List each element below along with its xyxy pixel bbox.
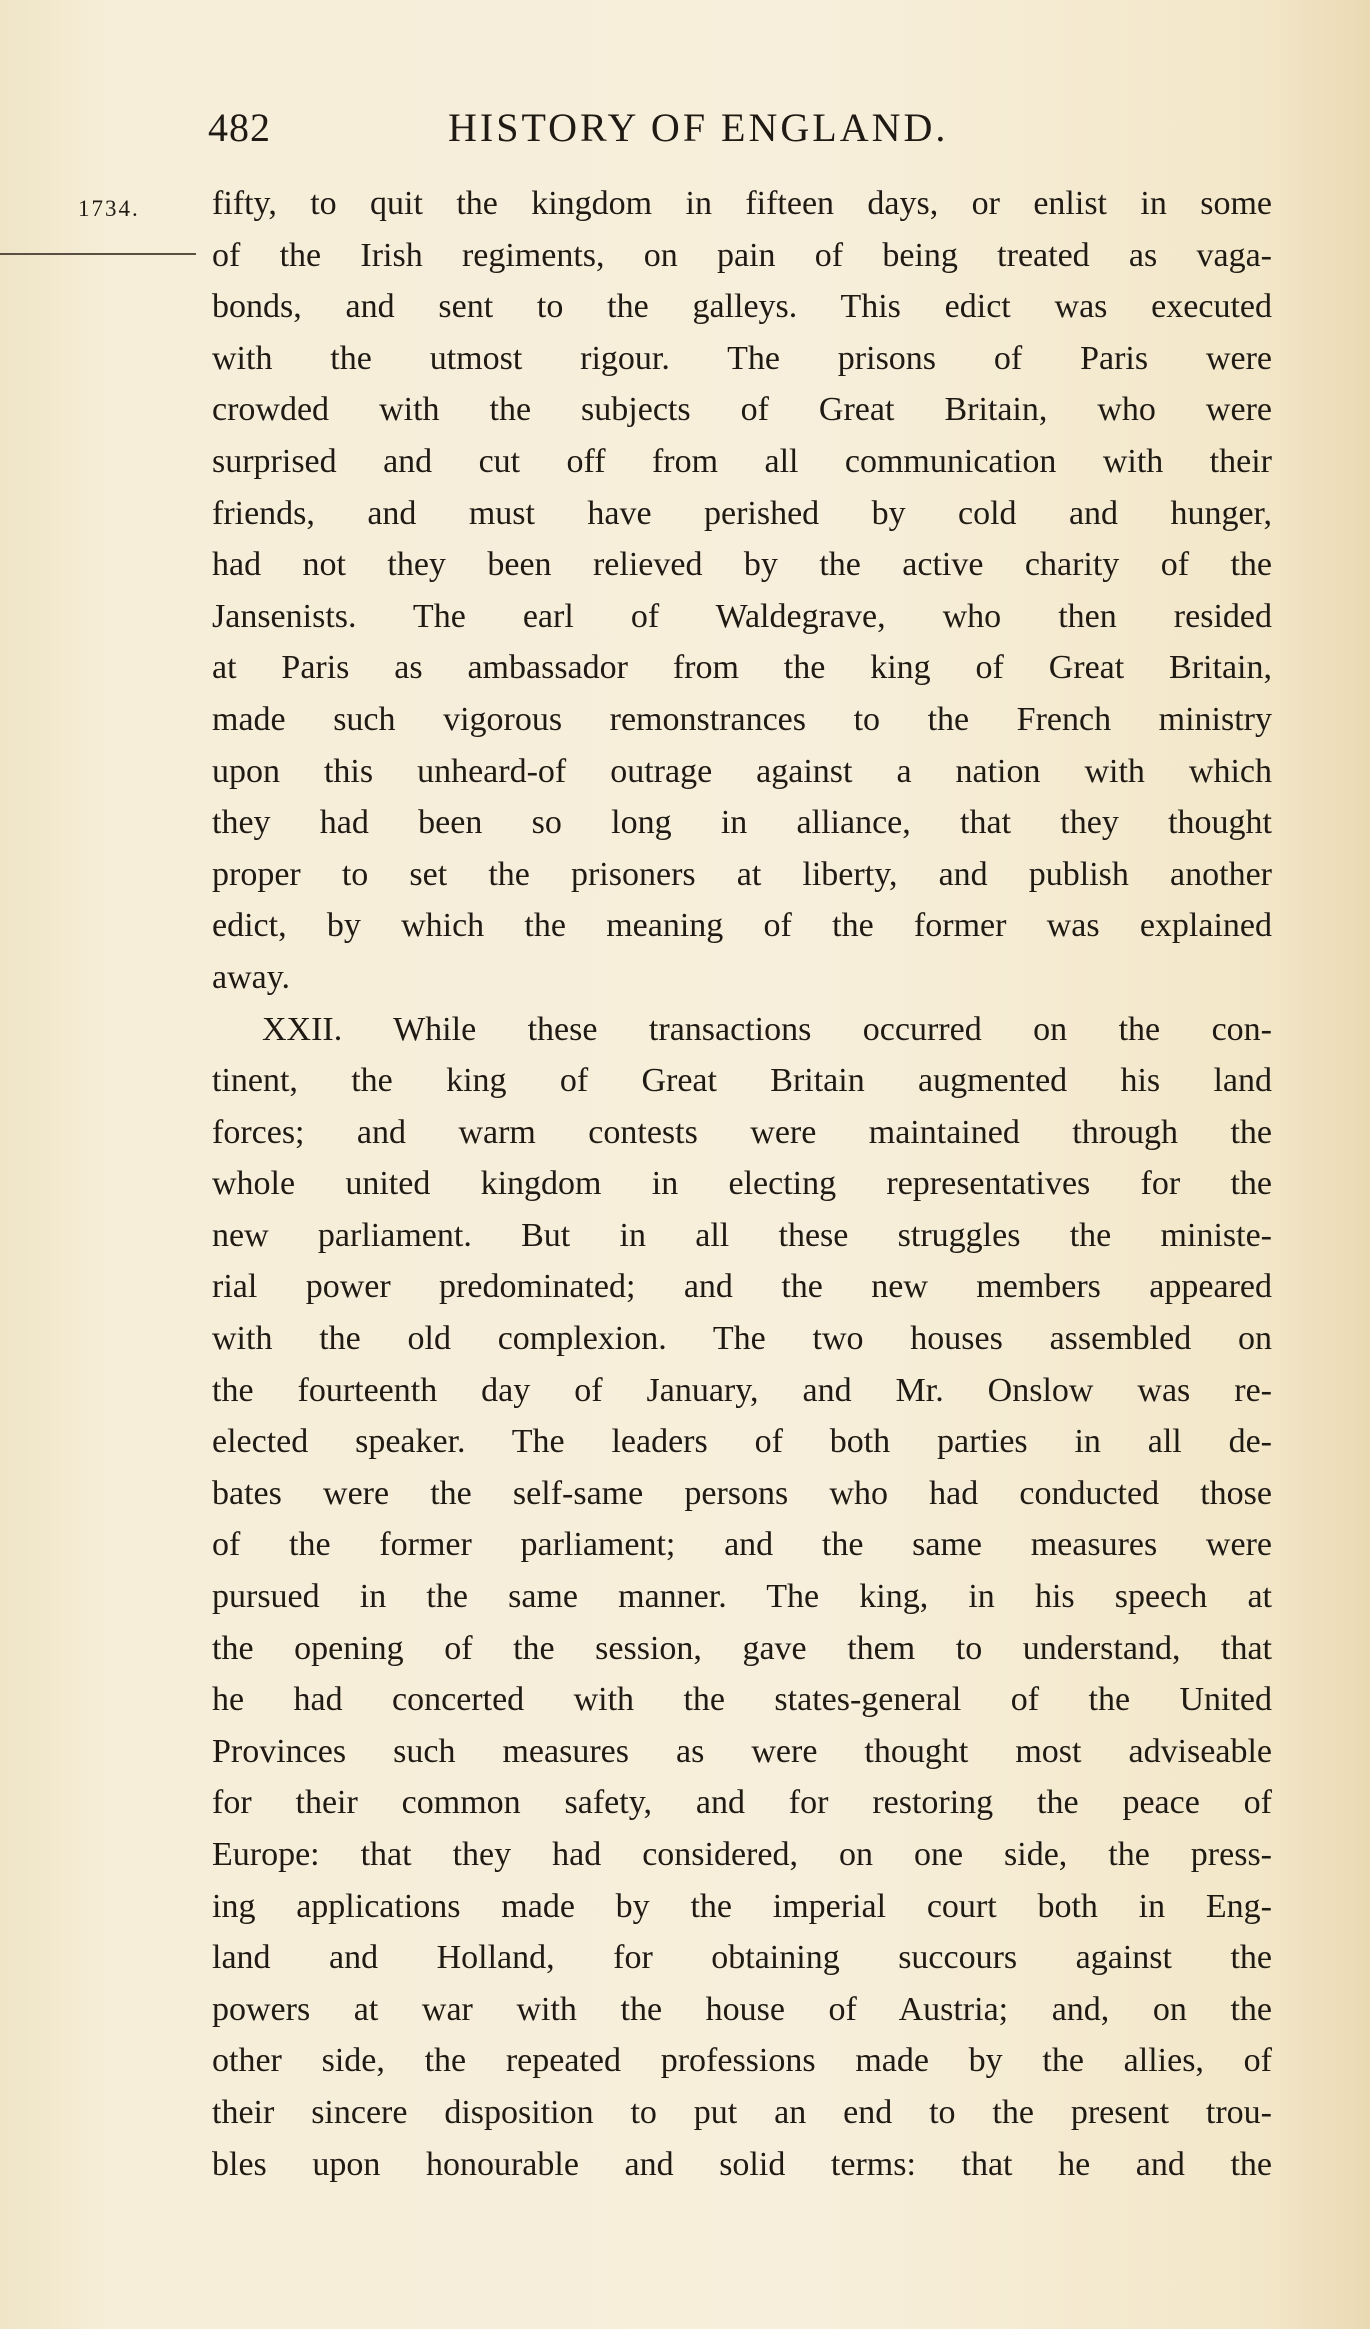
text-line: they had been so long in alliance, that they thought — [212, 804, 1272, 842]
text-line: rial power predominated; and the new members appeared — [212, 1268, 1272, 1306]
text-line: for their common safety, and for restoring the peace of — [212, 1784, 1272, 1822]
text-line: bles upon honourable and solid terms: that he and the — [212, 2145, 1272, 2183]
text-line: the opening of the session, gave them to understand, that — [212, 1629, 1272, 1667]
text-line: bates were the self-same persons who had conducted those — [212, 1474, 1272, 1512]
text-line: with the old complexion. The two houses assembled on — [212, 1320, 1272, 1358]
text-line: ing applications made by the imperial court both in Eng- — [212, 1887, 1272, 1925]
text-line: crowded with the subjects of Great Britain, who were — [212, 391, 1272, 429]
section-start-line: XXII. While these transactions occurred on the con- — [262, 1010, 1272, 1048]
text-line: proper to set the prisoners at liberty, and publish another — [212, 855, 1272, 893]
text-line: of the former parliament; and the same measures were — [212, 1526, 1272, 1564]
text-line: upon this unheard-of outrage against a nation with which — [212, 752, 1272, 790]
text-line: elected speaker. The leaders of both parties in all de- — [212, 1423, 1272, 1461]
text-line: Provinces such measures as were thought most adviseable — [212, 1732, 1272, 1770]
text-line: the fourteenth day of January, and Mr. Onslow was re- — [212, 1371, 1272, 1409]
text-line: he had concerted with the states-general of the United — [212, 1681, 1272, 1719]
page-number: 482 — [208, 105, 271, 150]
text-line: land and Holland, for obtaining succours against the — [212, 1939, 1272, 1977]
text-line: edict, by which the meaning of the former was explained — [212, 907, 1272, 945]
text-line: Jansenists. The earl of Waldegrave, who then resided — [212, 597, 1272, 635]
text-line: at Paris as ambassador from the king of Great Britain, — [212, 649, 1272, 687]
running-head: HISTORY OF ENGLAND. — [448, 105, 949, 150]
text-line: tinent, the king of Great Britain augmented his land — [212, 1062, 1272, 1100]
text-line: of the Irish regiments, on pain of being treated as vaga- — [212, 236, 1272, 274]
text-line: forces; and warm contests were maintained through the — [212, 1113, 1272, 1151]
text-line: other side, the repeated professions made by the allies, of — [212, 2042, 1272, 2080]
text-line: bonds, and sent to the galleys. This edict was executed — [212, 288, 1272, 326]
text-line: pursued in the same manner. The king, in his speech at — [212, 1578, 1272, 1616]
text-line: with the utmost rigour. The prisons of Paris were — [212, 339, 1272, 377]
text-line: new parliament. But in all these struggles the ministe- — [212, 1216, 1272, 1254]
margin-year-note: 1734. — [78, 196, 140, 221]
text-line: whole united kingdom in electing representatives for the — [212, 1165, 1272, 1203]
text-line: Europe: that they had considered, on one side, the press- — [212, 1836, 1272, 1873]
text-line: their sincere disposition to put an end to the present trou- — [212, 2093, 1272, 2131]
text-line: made such vigorous remonstrances to the French ministry — [212, 700, 1272, 738]
text-line: fifty, to quit the kingdom in fifteen days, or enlist in some — [212, 185, 1272, 222]
margin-rule — [0, 253, 196, 255]
text-line: had not they been relieved by the active charity of the — [212, 546, 1272, 584]
text-line: away. — [212, 958, 291, 996]
text-line: surprised and cut off from all communication with their — [212, 442, 1272, 480]
text-line: powers at war with the house of Austria; and, on the — [212, 1990, 1272, 2028]
text-line: friends, and must have perished by cold and hunger, — [212, 494, 1272, 532]
body-text — [212, 178, 1272, 2190]
page-header — [0, 104, 1370, 164]
